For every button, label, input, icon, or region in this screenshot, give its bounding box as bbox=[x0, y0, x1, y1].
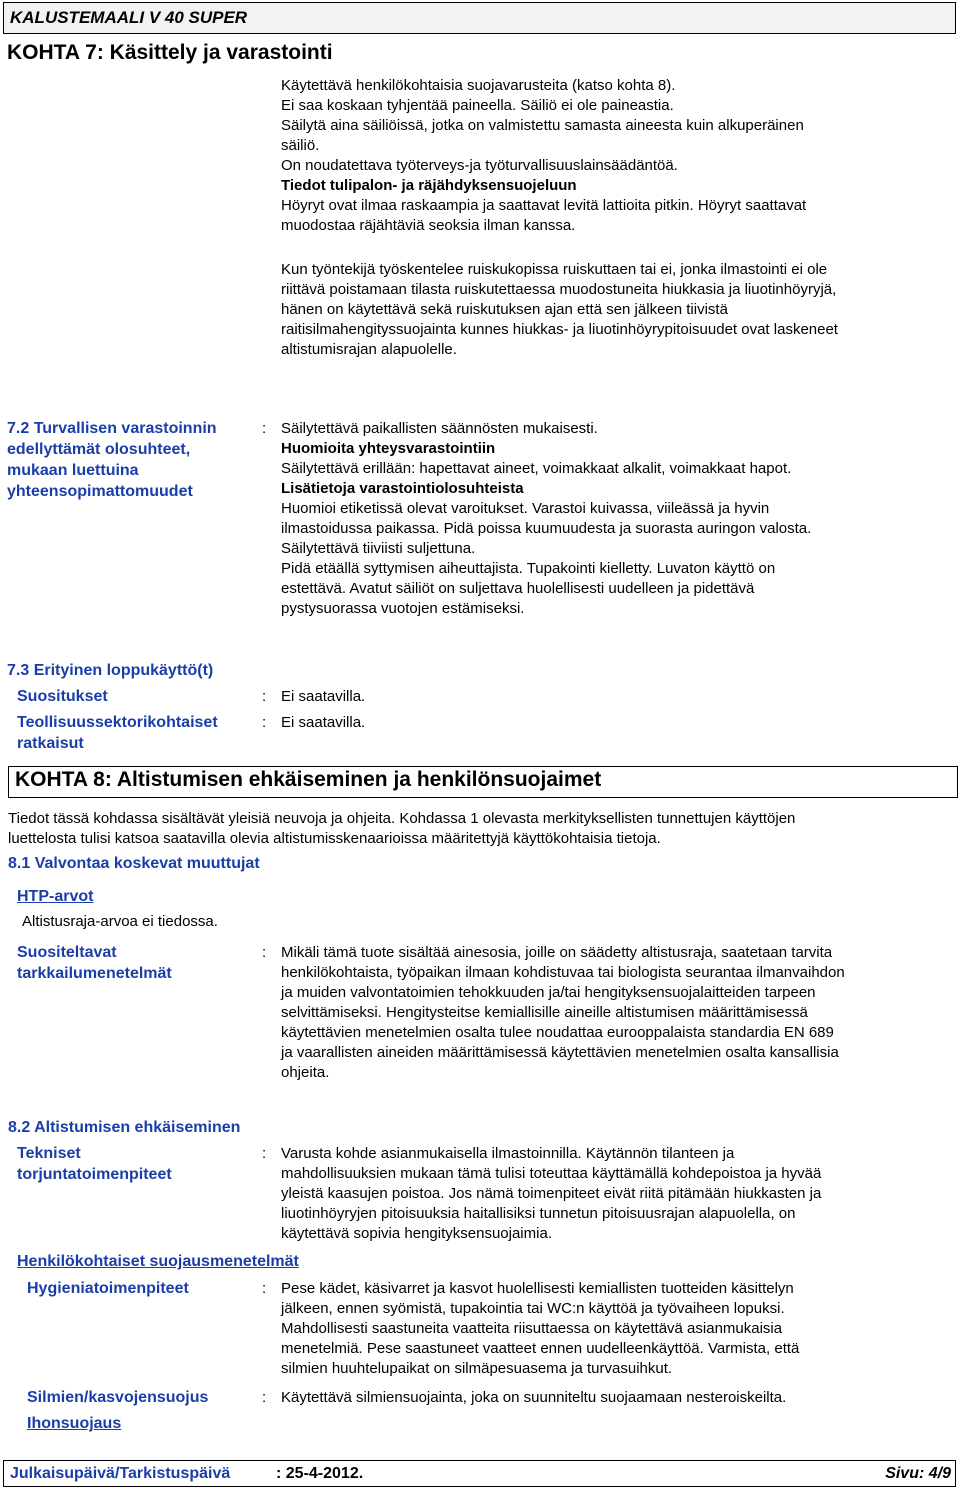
text-line: menetelmiä. Pese saastuneet vaatteet ennen uudelleenkäyttöä. Varmista, että bbox=[281, 1340, 800, 1357]
hygiene-text bbox=[281, 1279, 951, 1379]
product-name: KALUSTEMAALI V 40 SUPER bbox=[10, 8, 248, 27]
text-line: jälkeen, ennen syömistä, tupakointia tai WC:n käyttöä ja työvaiheen lopuksi. bbox=[281, 1300, 785, 1317]
subsection-7-3-heading: 7.3 Erityinen loppukäyttö(t) bbox=[7, 662, 214, 679]
label-line: edellyttämät olosuhteet, bbox=[7, 441, 191, 458]
text-line: pystysuorassa vuotojen estämiseksi. bbox=[281, 600, 525, 617]
text-line: riittävä poistamaan tilasta ruiskutettaessa muodostuneita hiukkasia ja liuotinhöyryjä, bbox=[281, 281, 837, 298]
text-line: liuotinhöyryjen pitoisuuksia haitallisiksi tunnetun pitoisuusrajan alapuolella, on bbox=[281, 1205, 796, 1222]
text-line: Säilytä aina säiliöissä, jotka on valmistettu samasta aineesta kuin alkuperäinen bbox=[281, 117, 804, 134]
text-line: On noudatettava työterveys-ja työturvallisuuslainsäädäntöä. bbox=[281, 157, 678, 174]
label-line: tarkkailumenetelmät bbox=[17, 965, 172, 982]
text-line: muodostaa räjähtäviä seoksia ilman kanssa. bbox=[281, 217, 576, 234]
document-footer bbox=[3, 1460, 956, 1487]
text-line: käytettävä sopivia hengityksensuojaimia. bbox=[281, 1225, 552, 1242]
label-line: mukaan luettuina bbox=[7, 462, 139, 479]
label-line: Tekniset bbox=[17, 1145, 81, 1162]
colon: : bbox=[262, 1145, 267, 1162]
monitoring-label bbox=[17, 942, 172, 984]
text-line: raitisilmahengityssuojainta kunnes hiukkas- ja liuotinhöyrypitoisuudet ovat laskeneet bbox=[281, 321, 838, 338]
text-line: ja vaarallisten aineiden määrittämisessä käytettävien menetelmien osalta kansallisia bbox=[281, 1044, 839, 1061]
section-7-header bbox=[0, 38, 960, 68]
label-line: torjuntatoimenpiteet bbox=[17, 1166, 172, 1183]
htp-value: Altistusraja-arvoa ei tiedossa. bbox=[22, 913, 218, 930]
colon: : bbox=[262, 944, 267, 961]
subsection-8-1-heading: 8.1 Valvontaa koskevat muuttujat bbox=[8, 855, 260, 872]
date-label: Julkaisupäivä/Tarkistuspäivä bbox=[10, 1465, 231, 1482]
text-line: Kun työntekijä työskentelee ruiskukopissa ruiskuttaen tai ei, jonka ilmastointi ei ole bbox=[281, 261, 828, 278]
colon: : bbox=[262, 714, 267, 731]
spray-booth-text bbox=[281, 260, 951, 360]
text-line: selvittämiseksi. Hengitysteitse kemiallisille aineille altistumisen määrittämisessä bbox=[281, 1004, 808, 1021]
text-line: Varusta kohde asianmukaisella ilmastoinnilla. Käytännön tilanteen ja bbox=[281, 1145, 735, 1162]
eye-protection-value: Käytettävä silmiensuojainta, joka on suunniteltu suojaamaan nesteroiskeilta. bbox=[281, 1389, 787, 1406]
label-line: ratkaisut bbox=[17, 735, 84, 752]
text-line: Käytettävä henkilökohtaisia suojavarusteita (katso kohta 8). bbox=[281, 77, 676, 94]
label-line: Suositeltavat bbox=[17, 944, 117, 961]
text-line: yleistä kaasujen poistoa. Jos nämä toimenpiteet eivät riitä pitämään hiukkasten ja bbox=[281, 1185, 822, 1202]
section-7-title: KOHTA 7: Käsittely ja varastointi bbox=[7, 41, 333, 64]
document-header bbox=[3, 2, 956, 34]
page-number: Sivu: 4/9 bbox=[885, 1465, 951, 1482]
text-line: luettelosta tulisi katsoa saatavilla olevia altistumisskenaarioissa määritettyjä käyttökohtaisia tietoja. bbox=[8, 830, 661, 847]
colon: : bbox=[262, 420, 267, 437]
text-line: käytettävien menetelmien osalta tulee noudattaa eurooppalaista standardia EN 689 bbox=[281, 1024, 834, 1041]
text-line: silmien huuhtelupaikat on silmäpesuasema ja turvasuihkut. bbox=[281, 1360, 673, 1377]
text-line: Mikäli tämä tuote sisältää ainesosia, joille on säädetty altistusraja, saatetaan tarvita bbox=[281, 944, 833, 961]
text-line: Säilytettävä tiiviisti suljettuna. bbox=[281, 540, 476, 557]
text-line: Tiedot tässä kohdassa sisältävät yleisiä neuvoja ja ohjeita. Kohdassa 1 olevasta merkityksellisten tunnettujen käyttöjen bbox=[8, 810, 796, 827]
text-line: säiliö. bbox=[281, 137, 320, 154]
text-line: mahdollisuuksien mukaan tämä tulisi toteuttaa käyttämällä kohdepoistoa ja hyvää bbox=[281, 1165, 822, 1182]
text-line: Höyryt ovat ilmaa raskaampia ja saattavat levitä lattioita pitkin. Höyryt saattavat bbox=[281, 197, 807, 214]
skin-protection-link[interactable]: Ihonsuojaus bbox=[27, 1415, 122, 1432]
technical-controls-label bbox=[17, 1143, 172, 1185]
date-value: : 25-4-2012. bbox=[276, 1465, 364, 1482]
text-line: Ei saa koskaan tyhjentää paineella. Säiliö ei ole paineastia. bbox=[281, 97, 674, 114]
industrial-solutions-value: Ei saatavilla. bbox=[281, 714, 366, 731]
colon: : bbox=[262, 1389, 267, 1406]
handling-text bbox=[281, 76, 951, 236]
text-line: altistumisrajan alapuolelle. bbox=[281, 341, 457, 358]
text-line: ohjeita. bbox=[281, 1064, 330, 1081]
industrial-solutions-label bbox=[17, 712, 218, 754]
text-line: estettävä. Avatut säiliöt on suljettava huolellisesti uudelleen ja pidettävä bbox=[281, 580, 755, 597]
text-line: Pese kädet, käsivarret ja kasvot huolellisesti kemiallisten tuotteiden käsittelyn bbox=[281, 1280, 794, 1297]
section-8-title: KOHTA 8: Altistumisen ehkäiseminen ja henkilönsuojaimet bbox=[15, 768, 602, 791]
subsection-8-2-heading: 8.2 Altistumisen ehkäiseminen bbox=[8, 1119, 241, 1136]
text-line: Säilytettävä erillään: hapettavat aineet, voimakkaat alkalit, voimakkaat hapot. bbox=[281, 460, 792, 477]
label-line: yhteensopimattomuudet bbox=[7, 483, 193, 500]
recommendations-label: Suositukset bbox=[17, 688, 108, 705]
text-line: Mahdollisesti saastuneita vaatteita riisuttaessa on käytettävä asianmukaisia bbox=[281, 1320, 783, 1337]
text-line: ilmastoidussa paikassa. Pidä poissa kuumuudesta ja suorasta auringon valosta. bbox=[281, 520, 812, 537]
section-8-intro bbox=[8, 809, 958, 849]
storage-heading: Lisätietoja varastointiolosuhteista bbox=[281, 480, 524, 497]
monitoring-text bbox=[281, 943, 951, 1083]
storage-heading: Huomioita yhteysvarastointiin bbox=[281, 440, 496, 457]
hygiene-label: Hygieniatoimenpiteet bbox=[27, 1280, 189, 1297]
htp-link[interactable]: HTP-arvot bbox=[17, 888, 94, 905]
text-line: henkilökohtaista, työpaikan ilmaan kohdistuvaa tai biologista seurantaa ilmanvaihdon bbox=[281, 964, 845, 981]
text-line: Huomioi etiketissä olevat varoitukset. Varastoi kuivassa, viileässä ja hyvin bbox=[281, 500, 770, 517]
ppe-heading-link[interactable]: Henkilökohtaiset suojausmenetelmät bbox=[17, 1253, 299, 1270]
text-line: hänen on käytettävä sekä ruiskutuksen ajan että sen jälkeen tiivistä bbox=[281, 301, 728, 318]
technical-controls-text bbox=[281, 1144, 951, 1244]
fire-heading: Tiedot tulipalon- ja räjähdyksensuojeluun bbox=[281, 177, 577, 194]
subsection-7-2-label bbox=[7, 418, 257, 502]
section-8-header bbox=[8, 766, 958, 798]
storage-conditions bbox=[281, 419, 951, 619]
eye-protection-label: Silmien/kasvojensuojus bbox=[27, 1389, 209, 1406]
colon: : bbox=[262, 688, 267, 705]
colon: : bbox=[262, 1280, 267, 1297]
label-line: Teollisuussektorikohtaiset bbox=[17, 714, 218, 731]
label-line: 7.2 Turvallisen varastoinnin bbox=[7, 420, 217, 437]
text-line: ja muiden valvontatoimien tehokkuuden ja/tai hengityksensuojalaitteiden tarpeen bbox=[281, 984, 816, 1001]
text-line: Säilytettävä paikallisten säännösten mukaisesti. bbox=[281, 420, 598, 437]
text-line: Pidä etäällä syttymisen aiheuttajista. Tupakointi kielletty. Luvaton käyttö on bbox=[281, 560, 776, 577]
recommendations-value: Ei saatavilla. bbox=[281, 688, 366, 705]
